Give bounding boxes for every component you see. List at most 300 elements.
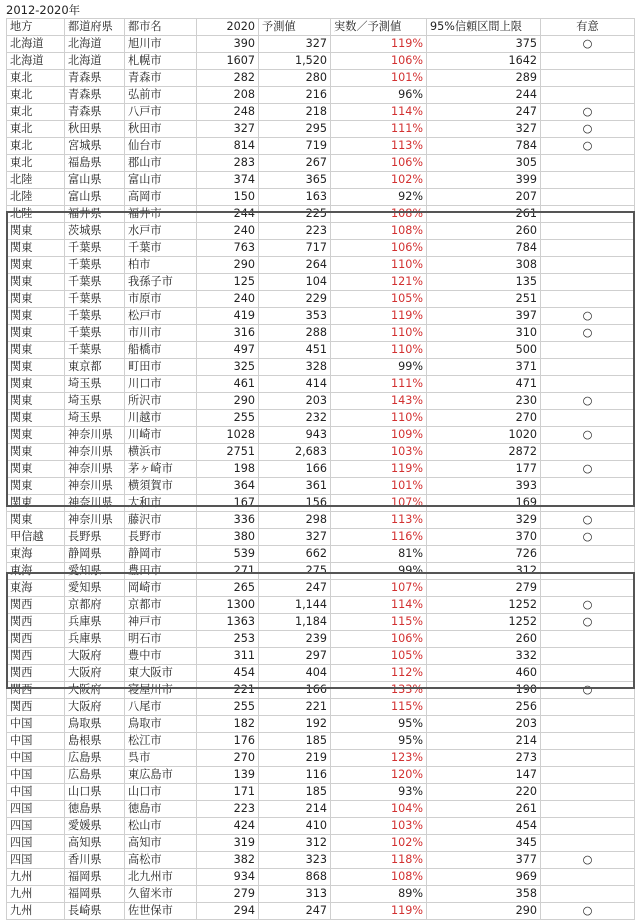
significant-cell[interactable]: ○ (541, 121, 635, 138)
city-cell[interactable]: 高岡市 (125, 189, 197, 206)
ratio-cell[interactable]: 101% (331, 70, 427, 87)
actual-2020-cell[interactable]: 539 (197, 546, 259, 563)
city-cell[interactable]: 弘前市 (125, 87, 197, 104)
upper-bound-cell[interactable]: 279 (427, 580, 541, 597)
actual-2020-cell[interactable]: 380 (197, 529, 259, 546)
prefecture-cell[interactable]: 北海道 (65, 53, 125, 70)
city-cell[interactable]: 水戸市 (125, 223, 197, 240)
actual-2020-cell[interactable]: 497 (197, 342, 259, 359)
city-cell[interactable]: 町田市 (125, 359, 197, 376)
ratio-cell[interactable]: 103% (331, 444, 427, 461)
ratio-cell[interactable]: 107% (331, 580, 427, 597)
header-upper-bound[interactable]: 95%信頼区間上限 (427, 19, 541, 36)
region-cell[interactable]: 関西 (7, 614, 65, 631)
actual-2020-cell[interactable]: 390 (197, 36, 259, 53)
actual-2020-cell[interactable]: 150 (197, 189, 259, 206)
ratio-cell[interactable]: 119% (331, 308, 427, 325)
forecast-cell[interactable]: 662 (259, 546, 331, 563)
prefecture-cell[interactable]: 福井県 (65, 206, 125, 223)
ratio-cell[interactable]: 116% (331, 529, 427, 546)
upper-bound-cell[interactable]: 256 (427, 699, 541, 716)
ratio-cell[interactable]: 110% (331, 325, 427, 342)
ratio-cell[interactable]: 106% (331, 155, 427, 172)
ratio-cell[interactable]: 121% (331, 274, 427, 291)
region-cell[interactable]: 北海道 (7, 53, 65, 70)
ratio-cell[interactable]: 114% (331, 597, 427, 614)
forecast-cell[interactable]: 223 (259, 223, 331, 240)
significant-cell[interactable] (541, 767, 635, 784)
city-cell[interactable]: 柏市 (125, 257, 197, 274)
region-cell[interactable]: 関東 (7, 291, 65, 308)
significant-cell[interactable] (541, 410, 635, 427)
actual-2020-cell[interactable]: 253 (197, 631, 259, 648)
prefecture-cell[interactable]: 長崎県 (65, 903, 125, 920)
actual-2020-cell[interactable]: 374 (197, 172, 259, 189)
significant-cell[interactable]: ○ (541, 512, 635, 529)
forecast-cell[interactable]: 327 (259, 36, 331, 53)
significant-cell[interactable]: ○ (541, 104, 635, 121)
forecast-cell[interactable]: 451 (259, 342, 331, 359)
city-cell[interactable]: 横須賀市 (125, 478, 197, 495)
upper-bound-cell[interactable]: 135 (427, 274, 541, 291)
prefecture-cell[interactable]: 富山県 (65, 172, 125, 189)
ratio-cell[interactable]: 109% (331, 427, 427, 444)
ratio-cell[interactable]: 119% (331, 36, 427, 53)
upper-bound-cell[interactable]: 260 (427, 631, 541, 648)
ratio-cell[interactable]: 93% (331, 784, 427, 801)
header-significant[interactable]: 有意 (541, 19, 635, 36)
city-cell[interactable]: 岡崎市 (125, 580, 197, 597)
forecast-cell[interactable]: 410 (259, 818, 331, 835)
region-cell[interactable]: 関東 (7, 308, 65, 325)
upper-bound-cell[interactable]: 358 (427, 886, 541, 903)
ratio-cell[interactable]: 101% (331, 478, 427, 495)
city-cell[interactable]: 神戸市 (125, 614, 197, 631)
city-cell[interactable]: 大和市 (125, 495, 197, 512)
significant-cell[interactable] (541, 869, 635, 886)
ratio-cell[interactable]: 96% (331, 87, 427, 104)
city-cell[interactable]: 船橋市 (125, 342, 197, 359)
upper-bound-cell[interactable]: 214 (427, 733, 541, 750)
city-cell[interactable]: 千葉市 (125, 240, 197, 257)
forecast-cell[interactable]: 1,184 (259, 614, 331, 631)
city-cell[interactable]: 高知市 (125, 835, 197, 852)
forecast-cell[interactable]: 313 (259, 886, 331, 903)
actual-2020-cell[interactable]: 1300 (197, 597, 259, 614)
forecast-cell[interactable]: 719 (259, 138, 331, 155)
region-cell[interactable]: 東北 (7, 121, 65, 138)
significant-cell[interactable] (541, 87, 635, 104)
header-ratio[interactable]: 実数／予測値 (331, 19, 427, 36)
prefecture-cell[interactable]: 兵庫県 (65, 631, 125, 648)
upper-bound-cell[interactable]: 260 (427, 223, 541, 240)
prefecture-cell[interactable]: 千葉県 (65, 257, 125, 274)
prefecture-cell[interactable]: 埼玉県 (65, 410, 125, 427)
upper-bound-cell[interactable]: 220 (427, 784, 541, 801)
actual-2020-cell[interactable]: 1363 (197, 614, 259, 631)
upper-bound-cell[interactable]: 393 (427, 478, 541, 495)
city-cell[interactable]: 市川市 (125, 325, 197, 342)
forecast-cell[interactable]: 327 (259, 529, 331, 546)
prefecture-cell[interactable]: 大阪府 (65, 648, 125, 665)
ratio-cell[interactable]: 108% (331, 223, 427, 240)
city-cell[interactable]: 山口市 (125, 784, 197, 801)
actual-2020-cell[interactable]: 1028 (197, 427, 259, 444)
region-cell[interactable]: 関東 (7, 325, 65, 342)
city-cell[interactable]: 札幌市 (125, 53, 197, 70)
forecast-cell[interactable]: 297 (259, 648, 331, 665)
region-cell[interactable]: 関東 (7, 342, 65, 359)
region-cell[interactable]: 九州 (7, 886, 65, 903)
upper-bound-cell[interactable]: 2872 (427, 444, 541, 461)
prefecture-cell[interactable]: 長野県 (65, 529, 125, 546)
actual-2020-cell[interactable]: 176 (197, 733, 259, 750)
ratio-cell[interactable]: 113% (331, 138, 427, 155)
forecast-cell[interactable]: 404 (259, 665, 331, 682)
significant-cell[interactable] (541, 580, 635, 597)
upper-bound-cell[interactable]: 784 (427, 240, 541, 257)
significant-cell[interactable] (541, 53, 635, 70)
actual-2020-cell[interactable]: 255 (197, 699, 259, 716)
forecast-cell[interactable]: 247 (259, 580, 331, 597)
city-cell[interactable]: 長野市 (125, 529, 197, 546)
actual-2020-cell[interactable]: 279 (197, 886, 259, 903)
region-cell[interactable]: 関東 (7, 512, 65, 529)
upper-bound-cell[interactable]: 261 (427, 801, 541, 818)
prefecture-cell[interactable]: 東京都 (65, 359, 125, 376)
prefecture-cell[interactable]: 千葉県 (65, 274, 125, 291)
significant-cell[interactable]: ○ (541, 36, 635, 53)
prefecture-cell[interactable]: 神奈川県 (65, 427, 125, 444)
prefecture-cell[interactable]: 愛媛県 (65, 818, 125, 835)
significant-cell[interactable] (541, 784, 635, 801)
significant-cell[interactable] (541, 189, 635, 206)
ratio-cell[interactable]: 120% (331, 767, 427, 784)
prefecture-cell[interactable]: 愛知県 (65, 580, 125, 597)
prefecture-cell[interactable]: 秋田県 (65, 121, 125, 138)
city-cell[interactable]: 八尾市 (125, 699, 197, 716)
region-cell[interactable]: 東海 (7, 563, 65, 580)
prefecture-cell[interactable]: 愛知県 (65, 563, 125, 580)
forecast-cell[interactable]: 365 (259, 172, 331, 189)
ratio-cell[interactable]: 107% (331, 495, 427, 512)
actual-2020-cell[interactable]: 248 (197, 104, 259, 121)
actual-2020-cell[interactable]: 208 (197, 87, 259, 104)
upper-bound-cell[interactable]: 375 (427, 36, 541, 53)
region-cell[interactable]: 九州 (7, 869, 65, 886)
forecast-cell[interactable]: 219 (259, 750, 331, 767)
forecast-cell[interactable]: 280 (259, 70, 331, 87)
forecast-cell[interactable]: 163 (259, 189, 331, 206)
region-cell[interactable]: 関東 (7, 410, 65, 427)
upper-bound-cell[interactable]: 310 (427, 325, 541, 342)
upper-bound-cell[interactable]: 1020 (427, 427, 541, 444)
significant-cell[interactable] (541, 155, 635, 172)
upper-bound-cell[interactable]: 273 (427, 750, 541, 767)
significant-cell[interactable] (541, 495, 635, 512)
upper-bound-cell[interactable]: 1252 (427, 597, 541, 614)
forecast-cell[interactable]: 2,683 (259, 444, 331, 461)
actual-2020-cell[interactable]: 240 (197, 223, 259, 240)
actual-2020-cell[interactable]: 294 (197, 903, 259, 920)
ratio-cell[interactable]: 102% (331, 172, 427, 189)
significant-cell[interactable] (541, 716, 635, 733)
significant-cell[interactable] (541, 376, 635, 393)
region-cell[interactable]: 中国 (7, 716, 65, 733)
ratio-cell[interactable]: 133% (331, 682, 427, 699)
city-cell[interactable]: 川口市 (125, 376, 197, 393)
forecast-cell[interactable]: 166 (259, 461, 331, 478)
city-cell[interactable]: 市原市 (125, 291, 197, 308)
city-cell[interactable]: 明石市 (125, 631, 197, 648)
region-cell[interactable]: 関東 (7, 359, 65, 376)
actual-2020-cell[interactable]: 198 (197, 461, 259, 478)
upper-bound-cell[interactable]: 305 (427, 155, 541, 172)
significant-cell[interactable] (541, 750, 635, 767)
prefecture-cell[interactable]: 神奈川県 (65, 444, 125, 461)
region-cell[interactable]: 四国 (7, 835, 65, 852)
significant-cell[interactable] (541, 631, 635, 648)
significant-cell[interactable] (541, 206, 635, 223)
actual-2020-cell[interactable]: 125 (197, 274, 259, 291)
prefecture-cell[interactable]: 静岡県 (65, 546, 125, 563)
prefecture-cell[interactable]: 大阪府 (65, 665, 125, 682)
region-cell[interactable]: 関東 (7, 223, 65, 240)
city-cell[interactable]: 横浜市 (125, 444, 197, 461)
city-cell[interactable]: 川越市 (125, 410, 197, 427)
forecast-cell[interactable]: 185 (259, 733, 331, 750)
prefecture-cell[interactable]: 広島県 (65, 767, 125, 784)
significant-cell[interactable]: ○ (541, 427, 635, 444)
significant-cell[interactable] (541, 648, 635, 665)
upper-bound-cell[interactable]: 377 (427, 852, 541, 869)
significant-cell[interactable] (541, 818, 635, 835)
ratio-cell[interactable]: 108% (331, 869, 427, 886)
forecast-cell[interactable]: 166 (259, 682, 331, 699)
prefecture-cell[interactable]: 京都府 (65, 597, 125, 614)
actual-2020-cell[interactable]: 244 (197, 206, 259, 223)
ratio-cell[interactable]: 106% (331, 240, 427, 257)
forecast-cell[interactable]: 295 (259, 121, 331, 138)
region-cell[interactable]: 関東 (7, 274, 65, 291)
ratio-cell[interactable]: 89% (331, 886, 427, 903)
forecast-cell[interactable]: 192 (259, 716, 331, 733)
upper-bound-cell[interactable]: 203 (427, 716, 541, 733)
region-cell[interactable]: 中国 (7, 767, 65, 784)
actual-2020-cell[interactable]: 327 (197, 121, 259, 138)
forecast-cell[interactable]: 353 (259, 308, 331, 325)
actual-2020-cell[interactable]: 336 (197, 512, 259, 529)
region-cell[interactable]: 関西 (7, 631, 65, 648)
region-cell[interactable]: 関西 (7, 648, 65, 665)
prefecture-cell[interactable]: 神奈川県 (65, 495, 125, 512)
significant-cell[interactable] (541, 342, 635, 359)
prefecture-cell[interactable]: 大阪府 (65, 699, 125, 716)
prefecture-cell[interactable]: 富山県 (65, 189, 125, 206)
prefecture-cell[interactable]: 青森県 (65, 104, 125, 121)
ratio-cell[interactable]: 105% (331, 648, 427, 665)
significant-cell[interactable]: ○ (541, 682, 635, 699)
significant-cell[interactable] (541, 172, 635, 189)
header-2020[interactable]: 2020 (197, 19, 259, 36)
ratio-cell[interactable]: 119% (331, 903, 427, 920)
actual-2020-cell[interactable]: 167 (197, 495, 259, 512)
ratio-cell[interactable]: 119% (331, 461, 427, 478)
forecast-cell[interactable]: 225 (259, 206, 331, 223)
header-forecast[interactable]: 予測値 (259, 19, 331, 36)
significant-cell[interactable] (541, 223, 635, 240)
prefecture-cell[interactable]: 神奈川県 (65, 478, 125, 495)
actual-2020-cell[interactable]: 182 (197, 716, 259, 733)
forecast-cell[interactable]: 229 (259, 291, 331, 308)
forecast-cell[interactable]: 239 (259, 631, 331, 648)
region-cell[interactable]: 北陸 (7, 189, 65, 206)
actual-2020-cell[interactable]: 461 (197, 376, 259, 393)
forecast-cell[interactable]: 232 (259, 410, 331, 427)
ratio-cell[interactable]: 115% (331, 614, 427, 631)
actual-2020-cell[interactable]: 240 (197, 291, 259, 308)
region-cell[interactable]: 中国 (7, 750, 65, 767)
ratio-cell[interactable]: 103% (331, 818, 427, 835)
forecast-cell[interactable]: 104 (259, 274, 331, 291)
significant-cell[interactable]: ○ (541, 614, 635, 631)
significant-cell[interactable]: ○ (541, 852, 635, 869)
prefecture-cell[interactable]: 広島県 (65, 750, 125, 767)
city-cell[interactable]: 富山市 (125, 172, 197, 189)
significant-cell[interactable] (541, 257, 635, 274)
upper-bound-cell[interactable]: 370 (427, 529, 541, 546)
prefecture-cell[interactable]: 千葉県 (65, 342, 125, 359)
city-cell[interactable]: 静岡市 (125, 546, 197, 563)
prefecture-cell[interactable]: 千葉県 (65, 308, 125, 325)
prefecture-cell[interactable]: 高知県 (65, 835, 125, 852)
prefecture-cell[interactable]: 千葉県 (65, 240, 125, 257)
actual-2020-cell[interactable]: 283 (197, 155, 259, 172)
ratio-cell[interactable]: 81% (331, 546, 427, 563)
forecast-cell[interactable]: 214 (259, 801, 331, 818)
upper-bound-cell[interactable]: 371 (427, 359, 541, 376)
region-cell[interactable]: 東北 (7, 155, 65, 172)
ratio-cell[interactable]: 114% (331, 104, 427, 121)
forecast-cell[interactable]: 156 (259, 495, 331, 512)
upper-bound-cell[interactable]: 190 (427, 682, 541, 699)
region-cell[interactable]: 関東 (7, 393, 65, 410)
upper-bound-cell[interactable]: 471 (427, 376, 541, 393)
significant-cell[interactable] (541, 291, 635, 308)
region-cell[interactable]: 四国 (7, 852, 65, 869)
forecast-cell[interactable]: 116 (259, 767, 331, 784)
significant-cell[interactable] (541, 70, 635, 87)
prefecture-cell[interactable]: 青森県 (65, 70, 125, 87)
ratio-cell[interactable]: 111% (331, 376, 427, 393)
upper-bound-cell[interactable]: 261 (427, 206, 541, 223)
actual-2020-cell[interactable]: 223 (197, 801, 259, 818)
city-cell[interactable]: 豊中市 (125, 648, 197, 665)
city-cell[interactable]: 松山市 (125, 818, 197, 835)
actual-2020-cell[interactable]: 311 (197, 648, 259, 665)
actual-2020-cell[interactable]: 814 (197, 138, 259, 155)
actual-2020-cell[interactable]: 271 (197, 563, 259, 580)
city-cell[interactable]: 鳥取市 (125, 716, 197, 733)
prefecture-cell[interactable]: 宮城県 (65, 138, 125, 155)
city-cell[interactable]: 久留米市 (125, 886, 197, 903)
upper-bound-cell[interactable]: 230 (427, 393, 541, 410)
forecast-cell[interactable]: 414 (259, 376, 331, 393)
actual-2020-cell[interactable]: 1607 (197, 53, 259, 70)
actual-2020-cell[interactable]: 319 (197, 835, 259, 852)
significant-cell[interactable] (541, 274, 635, 291)
ratio-cell[interactable]: 118% (331, 852, 427, 869)
upper-bound-cell[interactable]: 784 (427, 138, 541, 155)
actual-2020-cell[interactable]: 221 (197, 682, 259, 699)
actual-2020-cell[interactable]: 934 (197, 869, 259, 886)
region-cell[interactable]: 東海 (7, 580, 65, 597)
city-cell[interactable]: 八戸市 (125, 104, 197, 121)
prefecture-cell[interactable]: 埼玉県 (65, 376, 125, 393)
city-cell[interactable]: 仙台市 (125, 138, 197, 155)
upper-bound-cell[interactable]: 244 (427, 87, 541, 104)
city-cell[interactable]: 藤沢市 (125, 512, 197, 529)
city-cell[interactable]: 郡山市 (125, 155, 197, 172)
city-cell[interactable]: 佐世保市 (125, 903, 197, 920)
ratio-cell[interactable]: 106% (331, 631, 427, 648)
prefecture-cell[interactable]: 香川県 (65, 852, 125, 869)
prefecture-cell[interactable]: 山口県 (65, 784, 125, 801)
actual-2020-cell[interactable]: 2751 (197, 444, 259, 461)
forecast-cell[interactable]: 717 (259, 240, 331, 257)
region-cell[interactable]: 中国 (7, 784, 65, 801)
city-cell[interactable]: 我孫子市 (125, 274, 197, 291)
upper-bound-cell[interactable]: 454 (427, 818, 541, 835)
actual-2020-cell[interactable]: 139 (197, 767, 259, 784)
ratio-cell[interactable]: 95% (331, 716, 427, 733)
significant-cell[interactable] (541, 699, 635, 716)
prefecture-cell[interactable]: 千葉県 (65, 291, 125, 308)
forecast-cell[interactable]: 312 (259, 835, 331, 852)
region-cell[interactable]: 北陸 (7, 172, 65, 189)
significant-cell[interactable] (541, 546, 635, 563)
actual-2020-cell[interactable]: 763 (197, 240, 259, 257)
actual-2020-cell[interactable]: 282 (197, 70, 259, 87)
significant-cell[interactable] (541, 886, 635, 903)
significant-cell[interactable] (541, 240, 635, 257)
city-cell[interactable]: 松戸市 (125, 308, 197, 325)
significant-cell[interactable] (541, 563, 635, 580)
prefecture-cell[interactable]: 鳥取県 (65, 716, 125, 733)
upper-bound-cell[interactable]: 147 (427, 767, 541, 784)
actual-2020-cell[interactable]: 316 (197, 325, 259, 342)
ratio-cell[interactable]: 108% (331, 206, 427, 223)
ratio-cell[interactable]: 95% (331, 733, 427, 750)
prefecture-cell[interactable]: 福島県 (65, 155, 125, 172)
actual-2020-cell[interactable]: 171 (197, 784, 259, 801)
significant-cell[interactable]: ○ (541, 461, 635, 478)
forecast-cell[interactable]: 868 (259, 869, 331, 886)
prefecture-cell[interactable]: 青森県 (65, 87, 125, 104)
ratio-cell[interactable]: 143% (331, 393, 427, 410)
prefecture-cell[interactable]: 大阪府 (65, 682, 125, 699)
forecast-cell[interactable]: 1,520 (259, 53, 331, 70)
forecast-cell[interactable]: 1,144 (259, 597, 331, 614)
upper-bound-cell[interactable]: 327 (427, 121, 541, 138)
upper-bound-cell[interactable]: 969 (427, 869, 541, 886)
significant-cell[interactable]: ○ (541, 903, 635, 920)
ratio-cell[interactable]: 102% (331, 835, 427, 852)
city-cell[interactable]: 秋田市 (125, 121, 197, 138)
forecast-cell[interactable]: 264 (259, 257, 331, 274)
significant-cell[interactable] (541, 733, 635, 750)
upper-bound-cell[interactable]: 460 (427, 665, 541, 682)
